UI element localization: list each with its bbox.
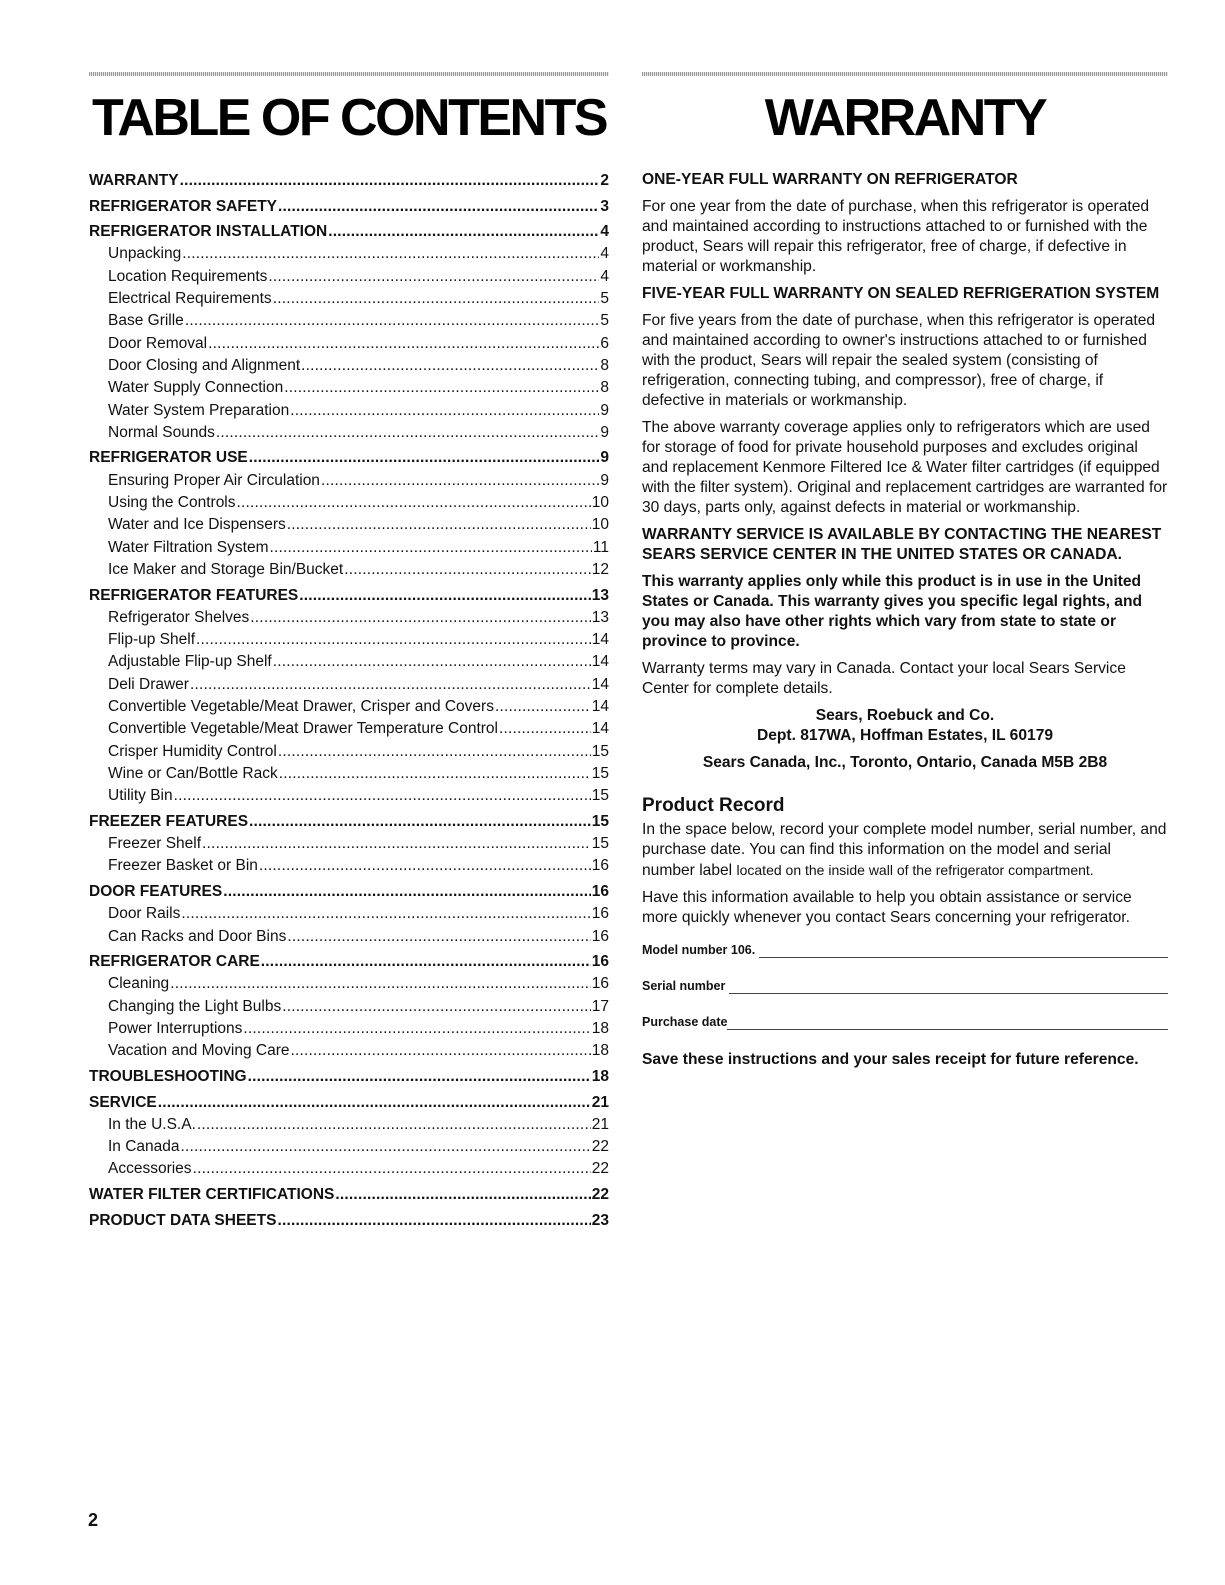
toc-entry-page: 16 [591, 927, 609, 945]
toc-dot-leader [287, 926, 590, 948]
toc-entry[interactable] [89, 903, 609, 925]
toc-entry-title: REFRIGERATOR FEATURES [89, 586, 299, 604]
toc-dot-leader [170, 973, 591, 995]
toc-entry[interactable] [89, 243, 609, 265]
toc-entry-page: 8 [600, 379, 609, 397]
toc-dot-leader [174, 785, 591, 807]
toc-dot-leader [243, 1018, 590, 1040]
rights-notice: This warranty applies only while this product is in use in the United States or Canada. This warranty gives you specific legal rights, and you may also have other rights which vary from state to state or province to province. [642, 573, 1143, 650]
toc-dot-leader [250, 607, 590, 629]
toc-entry-title: Water Supply Connection [108, 379, 284, 397]
toc-list [89, 170, 609, 1232]
toc-entry-title: Power Interruptions [108, 1020, 243, 1038]
toc-entry-page: 9 [600, 471, 609, 489]
toc-entry-title: Normal Sounds [108, 423, 215, 441]
toc-entry-title: Using the Controls [108, 494, 236, 512]
toc-entry[interactable] [89, 1040, 609, 1062]
one-year-text: For one year from the date of purchase, when this refrigerator is operated and maintained according to instructions attached to or furnished with the product, Sears will repair this refrigerator, free of charge, if defective in material or workmanship. [642, 198, 1150, 275]
toc-entry-title: Ice Maker and Storage Bin/Bucket [108, 560, 344, 578]
model-number-line[interactable] [759, 945, 1168, 958]
toc-entry[interactable] [89, 492, 609, 514]
service-notice: WARRANTY SERVICE IS AVAILABLE BY CONTACTING THE NEAREST SEARS SERVICE CENTER IN THE UNITED STATES OR CANADA. [642, 526, 1162, 563]
toc-entry[interactable] [89, 422, 609, 444]
toc-entry[interactable] [89, 881, 609, 903]
page-number: 2 [88, 1510, 99, 1530]
toc-dot-leader [273, 288, 600, 310]
toc-dot-leader [287, 514, 591, 536]
product-record-info: Have this information available to help you obtain assistance or service more quickly whenever you contact Sears concerning your refrigerator. [642, 889, 1132, 926]
toc-entry-title: WATER FILTER CERTIFICATIONS [89, 1186, 335, 1204]
toc-entry-page: 16 [591, 975, 609, 993]
intro-text: In the space below, record your complete model number, serial number, and purchase date. You can find this information on the model and serial number label [642, 821, 1167, 879]
toc-entry[interactable] [89, 855, 609, 877]
toc-entry-title: Refrigerator Shelves [108, 608, 250, 626]
toc-entry-title: REFRIGERATOR INSTALLATION [89, 223, 328, 241]
toc-dot-leader [249, 811, 591, 833]
purchase-date-field[interactable] [642, 1014, 1168, 1030]
canada-terms: Warranty terms may vary in Canada. Contact your local Sears Service Center for complete details. [642, 660, 1126, 697]
toc-entry[interactable] [89, 741, 609, 763]
toc-entry[interactable] [89, 537, 609, 559]
serial-number-line[interactable] [729, 981, 1168, 994]
toc-entry[interactable] [89, 288, 609, 310]
toc-entry-title: Door Removal [108, 334, 208, 352]
toc-entry[interactable] [89, 514, 609, 536]
toc-entry-title: REFRIGERATOR SAFETY [89, 197, 278, 215]
toc-entry[interactable] [89, 559, 609, 581]
toc-dot-leader [181, 1136, 591, 1158]
toc-entry-page: 9 [600, 449, 609, 467]
toc-entry-title: In the U.S.A. [108, 1115, 196, 1133]
toc-entry-page: 13 [591, 608, 609, 626]
toc-dot-leader [216, 422, 600, 444]
toc-entry-title: Crisper Humidity Control [108, 742, 277, 760]
toc-entry-page: 18 [591, 1020, 609, 1038]
toc-dot-leader [301, 355, 599, 377]
toc-entry-title: Water System Preparation [108, 401, 290, 419]
toc-entry-title: Ensuring Proper Air Circulation [108, 471, 320, 489]
toc-dot-leader [499, 718, 591, 740]
toc-entry-page: 4 [600, 245, 609, 263]
toc-entry-page: 14 [591, 653, 609, 671]
toc-entry-page: 4 [600, 267, 609, 285]
toc-entry-page: 9 [600, 401, 609, 419]
toc-entry-title: Adjustable Flip-up Shelf [108, 653, 272, 671]
toc-entry-page: 8 [600, 356, 609, 374]
toc-entry-title: Convertible Vegetable/Meat Drawer, Crisper and Covers [108, 698, 494, 716]
toc-entry-page: 3 [600, 197, 609, 215]
toc-entry[interactable] [89, 833, 609, 855]
address-line-3: Sears Canada, Inc., Toronto, Ontario, Canada M5B 2B8 [702, 754, 1108, 771]
toc-dot-leader [190, 674, 591, 696]
toc-entry[interactable] [89, 196, 609, 218]
toc-entry-page: 14 [591, 675, 609, 693]
address-line-1: Sears, Roebuck and Co. [815, 707, 995, 724]
toc-entry[interactable] [89, 1184, 609, 1206]
toc-dot-leader [259, 855, 591, 877]
toc-entry[interactable] [89, 1114, 609, 1136]
toc-entry-title: FREEZER FEATURES [89, 812, 249, 830]
toc-entry-page: 11 [592, 538, 609, 556]
toc-dot-leader [273, 651, 591, 673]
serial-number-label: Serial number [642, 979, 726, 993]
toc-entry[interactable] [89, 996, 609, 1018]
address-line-2: Dept. 817WA, Hoffman Estates, IL 60179 [756, 727, 1054, 744]
toc-entry-page: 22 [591, 1186, 609, 1204]
toc-entry[interactable] [89, 333, 609, 355]
toc-dot-leader [270, 537, 592, 559]
five-year-heading: FIVE-YEAR FULL WARRANTY ON SEALED REFRIGERATION SYSTEM [642, 285, 1160, 302]
model-number-label: Model number 106. [642, 943, 756, 957]
toc-entry[interactable] [89, 674, 609, 696]
toc-entry[interactable] [89, 763, 609, 785]
model-number-field[interactable] [642, 942, 1168, 958]
toc-entry[interactable] [89, 1092, 609, 1114]
toc-entry[interactable] [89, 811, 609, 833]
toc-entry-page: 15 [591, 812, 609, 830]
toc-entry-title: Changing the Light Bulbs [108, 997, 282, 1015]
toc-entry[interactable] [89, 470, 609, 492]
toc-entry-page: 14 [591, 698, 609, 716]
toc-dot-leader [344, 559, 591, 581]
toc-entry-page: 15 [591, 742, 609, 760]
top-rule [89, 72, 609, 76]
toc-heading: TABLE OF CONTENTS [91, 89, 607, 147]
toc-dot-leader [196, 629, 591, 651]
table-of-contents [89, 72, 609, 1232]
toc-entry-title: REFRIGERATOR CARE [89, 953, 260, 971]
toc-dot-leader [181, 903, 590, 925]
toc-entry-page: 5 [600, 312, 609, 330]
toc-dot-leader [277, 1210, 590, 1232]
serial-number-field[interactable] [642, 978, 1168, 994]
toc-entry-page: 16 [591, 905, 609, 923]
toc-entry[interactable] [89, 1210, 609, 1232]
toc-entry[interactable] [89, 629, 609, 651]
toc-entry[interactable] [89, 400, 609, 422]
toc-entry[interactable] [89, 951, 609, 973]
warranty-heading: WARRANTY [764, 89, 1046, 147]
toc-entry-page: 22 [591, 1160, 609, 1178]
toc-entry-title: Vacation and Moving Care [108, 1042, 290, 1060]
toc-entry-page: 14 [591, 720, 609, 738]
toc-dot-leader [495, 696, 591, 718]
toc-entry[interactable] [89, 1136, 609, 1158]
toc-entry[interactable] [89, 718, 609, 740]
save-note: Save these instructions and your sales receipt for future reference. [642, 1051, 1139, 1068]
toc-entry-page: 10 [591, 494, 609, 512]
toc-entry-page: 21 [591, 1093, 609, 1111]
toc-entry-title: TROUBLESHOOTING [89, 1067, 247, 1085]
toc-entry-page: 10 [591, 516, 609, 534]
toc-entry-title: DOOR FEATURES [89, 882, 223, 900]
coverage-text: The above warranty coverage applies only to refrigerators which are used for storage of food for private household purposes and excludes original and replacement Kenmore Filtered Ice & Water filter cartridges (if equipped with the filter system). Original and replacement cartridges are warranted for 30 days, parts only, against defects in material or workmanship. [642, 419, 1168, 516]
toc-entry-title: Location Requirements [108, 267, 268, 285]
purchase-date-line[interactable] [727, 1017, 1168, 1030]
toc-entry-page: 16 [591, 953, 609, 971]
toc-entry-title: Convertible Vegetable/Meat Drawer Temperature Control [108, 720, 498, 738]
toc-entry[interactable] [89, 1158, 609, 1180]
toc-dot-leader [282, 996, 591, 1018]
toc-entry-page: 22 [591, 1138, 609, 1156]
toc-dot-leader [223, 881, 591, 903]
toc-entry[interactable] [89, 926, 609, 948]
toc-entry-page: 15 [591, 764, 609, 782]
intro-text-small: located on the inside wall of the refrigerator compartment. [736, 862, 1094, 878]
toc-entry-page: 13 [591, 586, 609, 604]
toc-entry-title: Water Filtration System [108, 538, 269, 556]
toc-entry-title: Unpacking [108, 245, 182, 263]
toc-entry-title: Deli Drawer [108, 675, 189, 693]
toc-dot-leader [278, 741, 591, 763]
toc-entry-page: 18 [591, 1067, 609, 1085]
toc-entry-title: Freezer Shelf [108, 835, 202, 853]
toc-entry-page: 4 [600, 223, 609, 241]
toc-dot-leader [248, 1066, 591, 1088]
toc-dot-leader [237, 492, 591, 514]
toc-dot-leader [335, 1184, 590, 1206]
toc-dot-leader [291, 1040, 591, 1062]
toc-entry-page: 23 [591, 1211, 609, 1229]
toc-dot-leader [284, 377, 599, 399]
toc-entry[interactable] [89, 1018, 609, 1040]
toc-dot-leader [185, 310, 600, 332]
product-record-intro [642, 820, 1168, 881]
toc-entry-page: 6 [600, 334, 609, 352]
five-year-text: For five years from the date of purchase, when this refrigerator is operated and maintained according to owner's instructions attached to or furnished with the product, Sears will repair the sealed system (consisting of refrigeration, connecting tubing, and compressor), free of charge, if defective in materials or workmanship. [642, 312, 1156, 409]
toc-entry-title: Can Racks and Door Bins [108, 927, 287, 945]
purchase-date-label: Purchase date [642, 1015, 728, 1029]
toc-entry[interactable] [89, 973, 609, 995]
toc-entry[interactable] [89, 355, 609, 377]
toc-dot-leader [197, 1114, 591, 1136]
toc-entry-title: Utility Bin [108, 787, 173, 805]
toc-entry[interactable] [89, 310, 609, 332]
toc-entry-page: 9 [600, 423, 609, 441]
toc-entry-page: 21 [591, 1115, 609, 1133]
one-year-heading: ONE-YEAR FULL WARRANTY ON REFRIGERATOR [642, 171, 1018, 188]
toc-dot-leader [158, 1092, 591, 1114]
toc-entry-title: Door Rails [108, 905, 181, 923]
toc-dot-leader [290, 400, 599, 422]
toc-entry-title: Wine or Can/Bottle Rack [108, 764, 278, 782]
toc-entry-page: 18 [591, 1042, 609, 1060]
toc-entry-title: WARRANTY [89, 172, 179, 189]
toc-entry-page: 5 [600, 290, 609, 308]
toc-entry-title: Freezer Basket or Bin [108, 857, 258, 875]
toc-entry-page: 16 [591, 857, 609, 875]
toc-entry-title: REFRIGERATOR USE [89, 449, 248, 467]
toc-entry-title: SERVICE [89, 1093, 157, 1111]
toc-entry-title: PRODUCT DATA SHEETS [89, 1211, 277, 1229]
toc-entry-title: Base Grille [108, 312, 184, 330]
toc-entry-title: Accessories [108, 1160, 192, 1178]
toc-dot-leader [328, 221, 599, 243]
toc-entry-page: 15 [591, 835, 609, 853]
toc-entry-title: Cleaning [108, 975, 170, 993]
toc-dot-leader [261, 951, 591, 973]
toc-entry[interactable] [89, 585, 609, 607]
toc-entry[interactable] [89, 696, 609, 718]
toc-entry-title: Electrical Requirements [108, 290, 272, 308]
toc-entry[interactable] [89, 1066, 609, 1088]
toc-entry[interactable] [89, 221, 609, 243]
toc-entry[interactable] [89, 266, 609, 288]
toc-entry[interactable] [89, 785, 609, 807]
toc-dot-leader [193, 1158, 591, 1180]
toc-entry-page: 15 [591, 787, 609, 805]
toc-entry[interactable] [89, 607, 609, 629]
toc-dot-leader [182, 243, 599, 265]
toc-entry-title: Door Closing and Alignment [108, 356, 301, 374]
toc-dot-leader [321, 470, 599, 492]
toc-entry-title: In Canada [108, 1138, 180, 1156]
toc-dot-leader [299, 585, 590, 607]
toc-dot-leader [249, 447, 600, 469]
toc-dot-leader [268, 266, 599, 288]
toc-entry-page: 17 [591, 997, 609, 1015]
warranty-section [642, 72, 1168, 1070]
toc-dot-leader [278, 196, 599, 218]
toc-dot-leader [208, 333, 599, 355]
toc-entry[interactable] [89, 447, 609, 469]
toc-entry-title: Water and Ice Dispensers [108, 516, 286, 534]
toc-entry-title: Flip-up Shelf [108, 631, 196, 649]
top-rule [642, 72, 1168, 76]
toc-entry[interactable] [89, 651, 609, 673]
product-record-heading: Product Record [642, 795, 785, 816]
toc-dot-leader [180, 170, 600, 192]
toc-entry-page: 2 [600, 172, 609, 189]
toc-entry[interactable] [89, 170, 609, 192]
toc-dot-leader [279, 763, 591, 785]
toc-dot-leader [202, 833, 591, 855]
toc-entry-page: 14 [591, 631, 609, 649]
toc-entry-page: 12 [591, 560, 609, 578]
toc-entry[interactable] [89, 377, 609, 399]
toc-entry-page: 16 [591, 882, 609, 900]
